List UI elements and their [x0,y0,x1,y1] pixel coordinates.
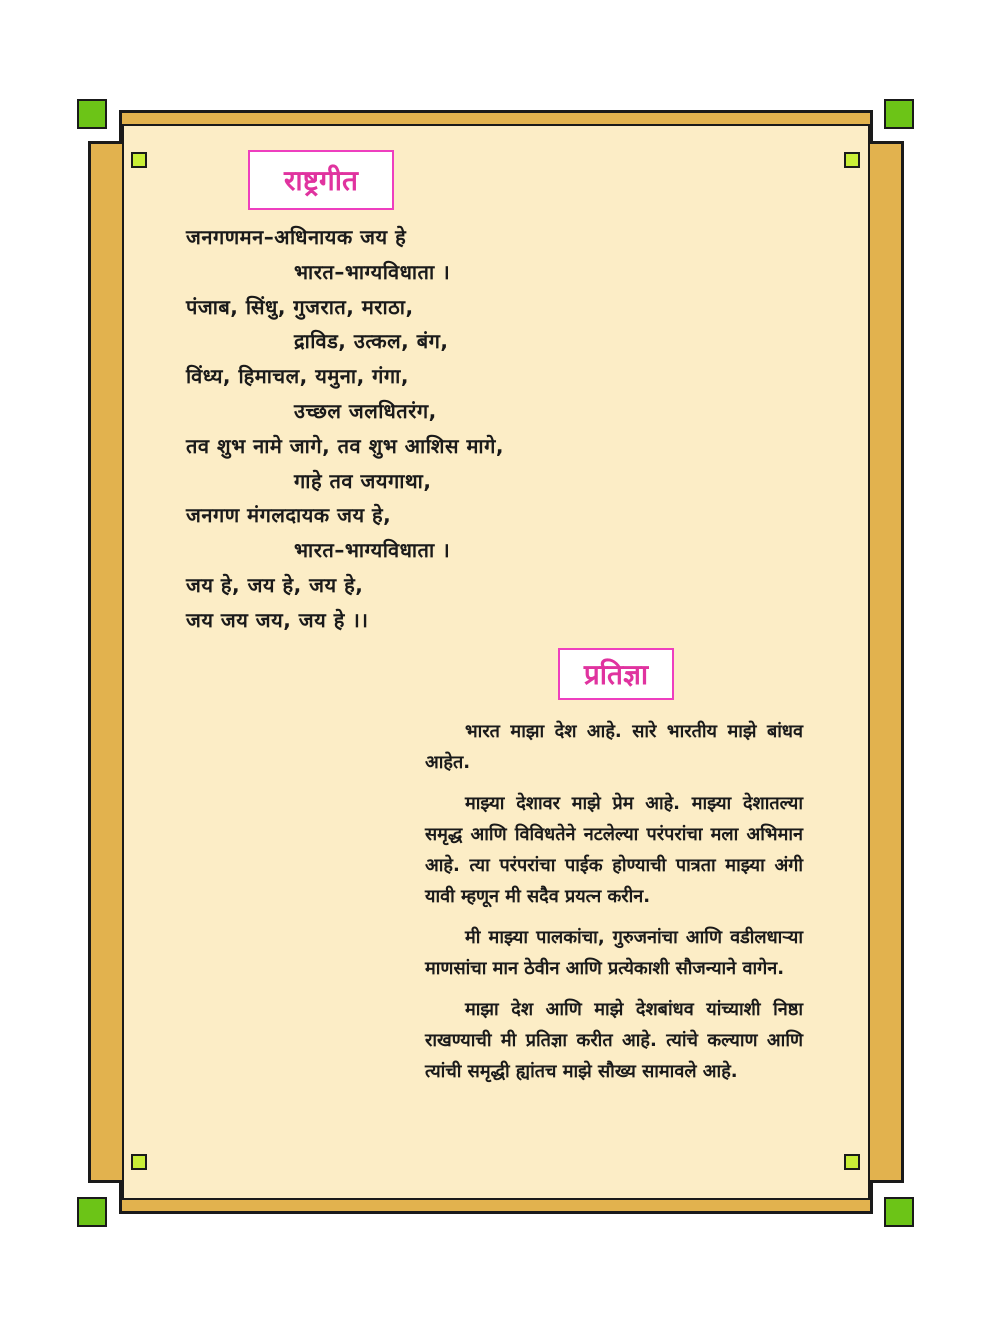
pledge-title-text: प्रतिज्ञा [583,658,649,691]
pledge-paragraph: मी माझ्या पालकांचा, गुरुजनांचा आणि वडीलधाऱ्या माणसांचा मान ठेवीन आणि प्रत्येकाशी सौजन्याने वागेन. [425,927,803,979]
inner-square-bottom-right [844,1154,860,1170]
anthem-line: द्राविड, उत्कल, बंग, [294,329,449,354]
inner-square-top-left [131,152,147,168]
anthem-line: उच्छल जलधितरंग, [294,398,437,423]
anthem-line: जनगण मंगलदायक जय हे, [186,503,392,528]
anthem-line: विंध्य, हिमाचल, यमुना, गंगा, [186,364,409,389]
anthem-line: जनगणमन–अधिनायक जय हे [186,225,407,249]
pledge-title [558,648,674,700]
corner-square-top-right [884,99,914,129]
corner-square-bottom-left [77,1197,107,1227]
corner-square-top-left [77,99,107,129]
anthem-line: पंजाब, सिंधु, गुजरात, मराठा, [186,294,414,319]
anthem-line: जय हे, जय हे, जय हे, [186,572,364,597]
inner-square-bottom-left [131,1154,147,1170]
pledge-paragraph: माझा देश आणि माझे देशबांधव यांच्याशी निष्ठा राखण्याची मी प्रतिज्ञा करीत आहे. त्यांचे कल्याण आणि त्यांची समृद्धी ह्यांतच माझे सौख्य सामावले आहे. [425,999,803,1082]
anthem-line: गाहे तव जयगाथा, [294,468,432,493]
pledge-paragraph: माझ्या देशावर माझे प्रेम आहे. माझ्या देशातल्या समृद्ध आणि विविधतेने नटलेल्या परंपरांचा मला अभिमान आहे. त्या परंपरांचा पाईक होण्याची पात्रता माझ्या अंगी यावी म्हणून मी सदैव प्रयत्न करीन. [425,793,803,907]
anthem-line: जय जय जय, जय हे ।। [186,607,369,632]
anthem-title [248,150,394,210]
pledge-text [425,716,803,1097]
anthem-line: भारत–भाग्यविधाता । [294,259,451,284]
anthem-line: भारत–भाग्यविधाता । [294,538,451,563]
inner-square-top-right [844,152,860,168]
anthem-title-text: राष्ट्रगीत [283,164,359,197]
corner-square-bottom-right [884,1197,914,1227]
anthem-line: तव शुभ नामे जागे, तव शुभ आशिस मागे, [186,433,504,458]
pledge-paragraph: भारत माझा देश आहे. सारे भारतीय माझे बांधव आहेत. [425,721,803,773]
anthem-text [186,220,626,638]
